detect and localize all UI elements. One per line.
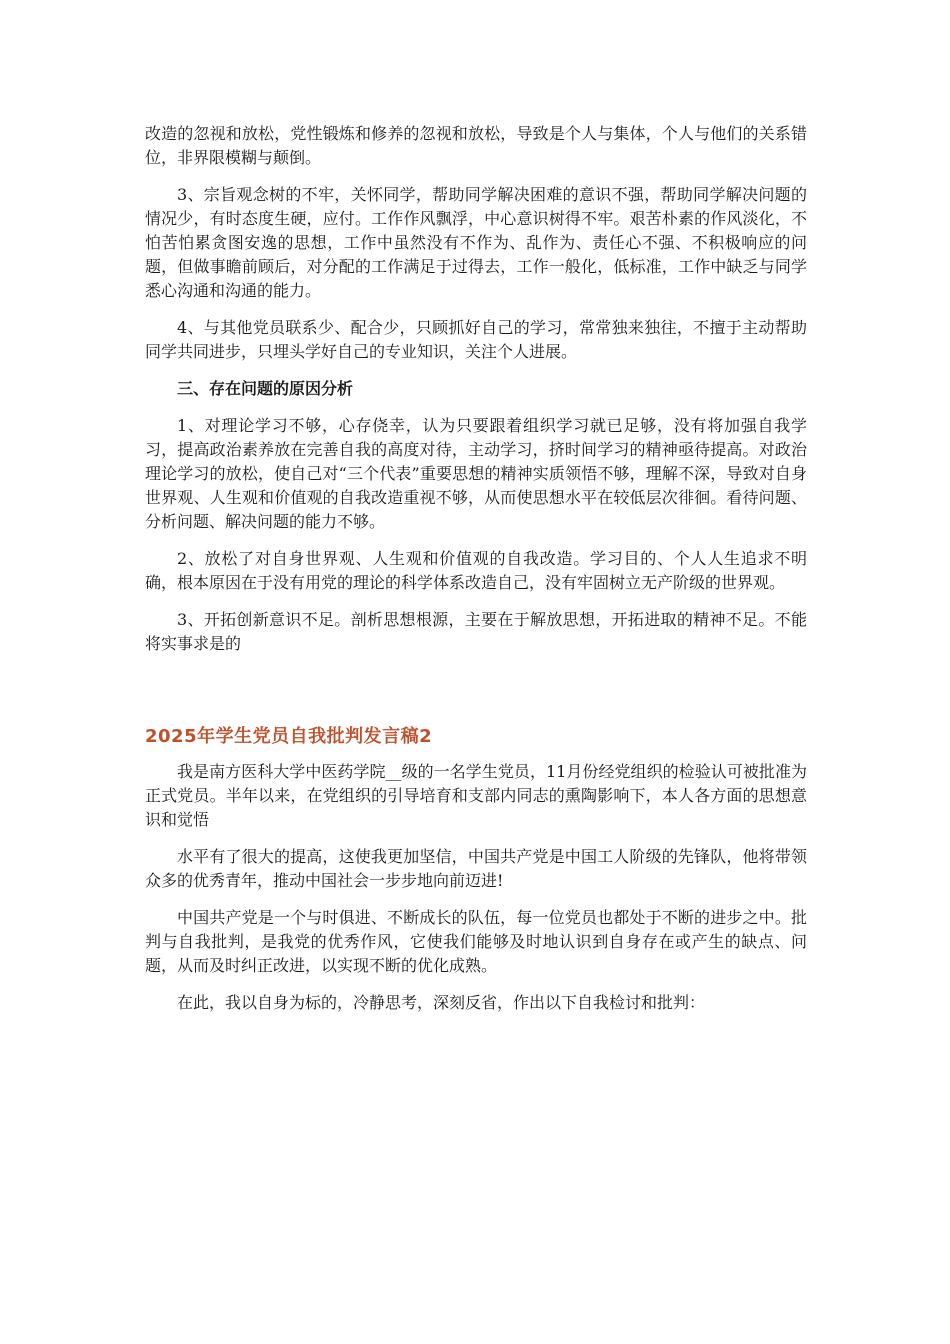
- document-page: [145, 122, 807, 1028]
- paragraph-self-review: 在此，我以自身为标的，冷静思考，深刻反省，作出以下自我检讨和批判：: [177, 993, 706, 1012]
- paragraph-point-3: 3、宗旨观念树的不牢，关怀同学，帮助同学解决困难的意识不强，帮助同学解决问题的情况少，有时态度生硬，应付。工作作风飘浮，中心意识树得不牢。艰苦朴素的作风淡化，不怕苦怕累贪图安逸的思想，工作中虽然没有不作为、乱作为、责任心不强、不积极响应的问题，但做事瞻前顾后，对分配的工作满足于过得去，工作一般化，低标准，工作中缺乏与同学悉心沟通和沟通的能力。: [145, 185, 807, 300]
- paragraph-point-4: 4、与其他党员联系少、配合少，只顾抓好自己的学习，常常独来独往，不擅于主动帮助同学共同进步，只埋头学好自己的专业知识，关注个人进展。: [145, 318, 807, 361]
- paragraph-belief: 水平有了很大的提高，这使我更加坚信，中国共产党是中国工人阶级的先锋队，他将带领众多的优秀青年，推动中国社会一步步地向前迈进!: [145, 847, 807, 890]
- paragraph-cause-1: 1、对理论学习不够，心存侥幸，认为只要跟着组织学习就已足够，没有将加强自我学习，提高政治素养放在完善自我的高度对待，主动学习，挤时间学习的精神亟待提高。对政治理论学习的放松，使自己对“三个代表”重要思想的精神实质领悟不够，理解不深，导致对自身世界观、人生观和价值观的自我改造重视不够，从而使思想水平在较低层次徘徊。看待问题、分析问题、解决问题的能力不够。: [145, 416, 807, 531]
- paragraph-intro: 我是南方医科大学中医药学院__级的一名学生党员，11月份经党组织的检验认可被批准为正式党员。半年以来，在党组织的引导培育和支部内同志的熏陶影响下，本人各方面的思想意识和觉悟: [145, 762, 807, 829]
- paragraph-cause-2: 2、放松了对自身世界观、人生观和价值观的自我改造。学习目的、个人人生追求不明确，根本原因在于没有用党的理论的科学体系改造自己，没有牢固树立无产阶级的世界观。: [145, 549, 807, 592]
- subheading-cause-analysis: 三、存在问题的原因分析: [177, 379, 354, 398]
- paragraph-party: 中国共产党是一个与时俱进、不断成长的队伍，每一位党员也都处于不断的进步之中。批判与自我批判，是我党的优秀作风，它使我们能够及时地认识到自身存在或产生的缺点、问题，从而及时纠正改进，以实现不断的优化成熟。: [145, 908, 807, 975]
- paragraph-cause-3: 3、开拓创新意识不足。剖析思想根源，主要在于解放思想，开拓进取的精神不足。不能将实事求是的: [145, 610, 807, 653]
- paragraph-continuation: 改造的忽视和放松，党性锻炼和修养的忽视和放松，导致是个人与集体，个人与他们的关系错位，非界限模糊与颠倒。: [145, 124, 807, 167]
- section-title: 2025年学生党员自我批判发言稿2: [145, 726, 433, 747]
